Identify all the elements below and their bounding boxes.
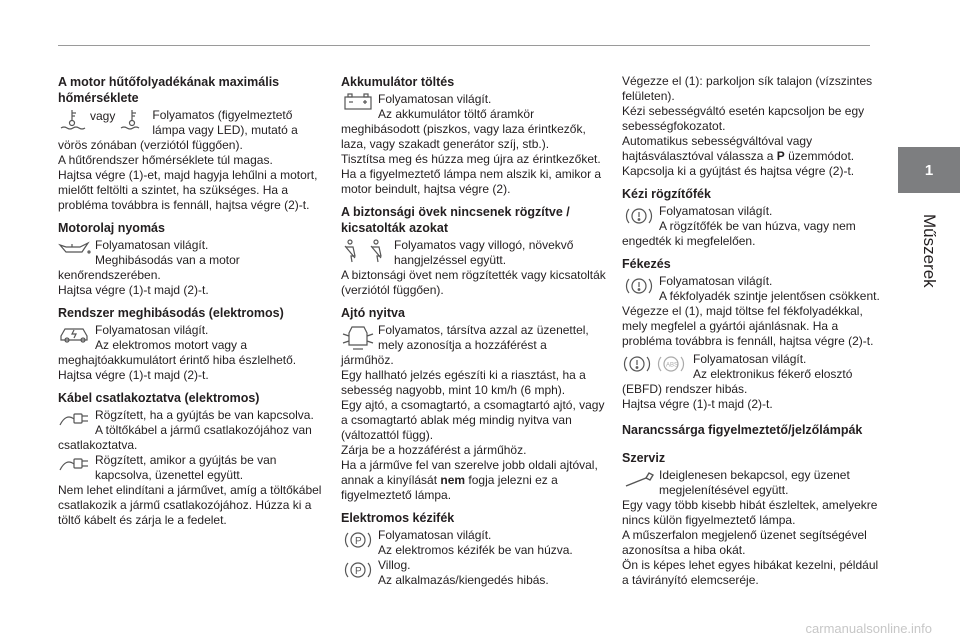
- section-coolant: [58, 74, 326, 213]
- section-door-open: [341, 305, 608, 503]
- body-text: meghibásodott (piszkos, vagy laza érintkezők, laza, vagy szakadt generátor szíj, stb.).: [341, 122, 586, 151]
- section-title: Fékezés: [622, 257, 671, 271]
- body-text: Az elektromos motort vagy a: [95, 338, 248, 352]
- body-text: kapcsolva, üzenettel együtt.: [95, 468, 244, 482]
- column-1: [58, 74, 326, 535]
- section-handbrake: [622, 186, 884, 249]
- svg-text:P: P: [355, 566, 362, 577]
- section-service: [622, 450, 884, 588]
- body-text: A műszerfalon megjelenő üzenet segítségével azonosítsa a hiba okát.: [622, 528, 867, 557]
- section-title: Elektromos kézifék: [341, 511, 455, 525]
- body-text: Az akkumulátor töltő áramkör: [378, 107, 535, 121]
- abs-icon: [656, 353, 686, 375]
- section-cable-connected: [58, 390, 326, 528]
- body-text: Egy hallható jelzés egészíti ki a riasztást, ha a sebesség nagyobb, mint 10 km/h (6 mph).: [341, 368, 586, 397]
- body-text: Kapcsolja ki a gyújtást és hajtsa végre (2)-t.: [622, 164, 855, 178]
- body-text: Az elektronikus fékerő elosztó: [693, 367, 853, 381]
- body-text: Meghibásodás van a motor: [95, 253, 240, 267]
- section-title: Ajtó nyitva: [341, 306, 405, 320]
- charging-plug-icon: [58, 454, 92, 474]
- body-text: vörös zónában (verziótól függően).: [58, 138, 243, 152]
- body-text: Folyamatosan világít.: [693, 352, 807, 366]
- body-text: Folyamatosan világít.: [378, 92, 492, 106]
- section-title: Motorolaj nyomás: [58, 221, 165, 235]
- section-title: Akkumulátor töltés: [341, 75, 455, 89]
- section-electric-parking-brake: [341, 510, 608, 588]
- body-text: Tisztítsa meg és húzza meg újra az érintkezőket. Ha a figyelmeztető lámpa nem alszik ki, amikor a motor beindult, hajtsa végre (2).: [341, 152, 602, 196]
- body-text: Kézi sebességváltó esetén kapcsoljon be egy sebességfokozatot.: [622, 104, 865, 133]
- body-text: Ha a járműve fel van szerelve jobb oldali ajtóval, annak a kinyílását nem fogja jelezni ez a figyelmeztető lámpa.: [341, 458, 598, 502]
- section-orange-lamps: [622, 422, 884, 438]
- body-text: Hajtsa végre (1)-t majd (2)-t.: [622, 397, 773, 411]
- parking-brake-icon: [341, 559, 375, 581]
- body-text: Folyamatosan világít.: [378, 528, 492, 542]
- body-text: Rögzített, amikor a gyújtás be van: [95, 453, 277, 467]
- brake-warning-icon: [622, 275, 656, 297]
- body-text: Hajtsa végre (1)-t majd (2)-t.: [58, 368, 209, 382]
- body-text: csatlakoztatva.: [58, 438, 138, 452]
- svg-text:ABS: ABS: [666, 362, 679, 369]
- seatbelt-icon: [341, 239, 359, 263]
- or-label: vagy: [90, 109, 116, 123]
- body-text: Rögzített, ha a gyújtás be van kapcsolva.: [95, 408, 314, 422]
- body-text: kenőrendszerében.: [58, 268, 161, 282]
- svg-text:P: P: [355, 536, 362, 547]
- body-text: engedték ki megfelelően.: [622, 234, 756, 248]
- brake-warning-icon: [622, 353, 652, 375]
- wrench-icon: [622, 469, 656, 491]
- body-text: A fékfolyadék szintje jelentősen csökkent.: [659, 289, 880, 303]
- door-open-icon: [341, 324, 375, 352]
- body-text: Egy ajtó, a csomagtartó, a csomagtartó ajtó, vagy a csomagtartó ablak még mindig nyitva van (változattól függ).: [341, 398, 605, 442]
- seatbelt-icon-alt: [367, 239, 385, 263]
- body-text: Egy vagy több kisebb hibát észleltek, amelyekre nincs külön figyelmeztető lámpa.: [622, 498, 878, 527]
- body-text: meghajtóakkumulátort érintő hiba észlelhető.: [58, 353, 297, 367]
- body-text: Ideiglenesen bekapcsol, egy üzenet megjelenítésével együtt.: [659, 468, 850, 497]
- column-3: [622, 74, 884, 595]
- body-text: Folyamatos (figyelmeztető lámpa vagy LED), mutató a: [152, 108, 298, 137]
- body-text: Folyamatosan világít.: [659, 204, 773, 218]
- body-text: Villog.: [378, 558, 411, 572]
- body-text: Az alkalmazás/kiengedés hibás.: [378, 573, 549, 587]
- body-text: Hajtsa végre (1)-et, majd hagyja lehűlni a motort, mielőtt feltölti a szintet, ha szükséges. Ha a probléma továbbra is fennáll, hajtsa végre (2)-t.: [58, 168, 318, 212]
- body-text: A töltőkábel a jármű csatlakozójához van: [95, 423, 312, 437]
- body-text: Folyamatosan világít.: [95, 323, 209, 337]
- oil-can-icon: [58, 239, 92, 255]
- section-heading: Narancssárga figyelmeztető/jelzőlámpák: [622, 423, 863, 437]
- section-braking: [622, 256, 884, 412]
- body-text: Végezze el (1): parkoljon sík talajon (vízszintes felületen).: [622, 74, 873, 103]
- body-text: Folyamatos vagy villogó, növekvő hangjelzéssel együtt.: [394, 238, 574, 267]
- body-text: Automatikus sebességváltóval vagy hajtásválasztóval válassza a P üzemmódot.: [622, 134, 855, 163]
- handbrake-icon: [622, 205, 656, 227]
- chapter-tab[interactable]: 1: [898, 147, 960, 193]
- header-divider: [58, 45, 870, 46]
- body-text: (EBFD) rendszer hibás.: [622, 382, 748, 396]
- charging-plug-icon: [58, 409, 92, 429]
- section-oil-pressure: [58, 220, 326, 298]
- battery-icon: [341, 93, 375, 111]
- body-text: A hűtőrendszer hőmérséklete túl magas.: [58, 153, 273, 167]
- body-text: Az elektromos kézifék be van húzva.: [378, 543, 573, 557]
- body-text: A biztonsági övet nem rögzítették vagy kicsatolták (verziótól függően).: [341, 268, 606, 297]
- chapter-title: Műszerek: [920, 214, 939, 288]
- body-text: Folyamatos, társítva azzal az üzenettel, mely azonosítja a hozzáférést a: [378, 323, 589, 352]
- column-2: [341, 74, 608, 595]
- chapter-sidebar: [898, 0, 960, 640]
- body-text: Folyamatosan világít.: [659, 274, 773, 288]
- body-text: Végezze el (1), majd töltse fel fékfolyadékkal, mely megfelel a gyártói ajánlásnak. Ha a probléma továbbra is fennáll, hajtsa végre (2)-t.: [622, 304, 874, 348]
- parking-brake-icon: [341, 529, 375, 551]
- coolant-temp-icon-alt: [119, 109, 145, 131]
- section-title: Kézi rögzítőfék: [622, 187, 711, 201]
- body-text: A rögzítőfék be van húzva, vagy nem: [659, 219, 856, 233]
- section-electric-fault: [58, 305, 326, 383]
- body-text: járműhöz.: [341, 353, 394, 367]
- section-title: Szerviz: [622, 451, 666, 465]
- body-text: Nem lehet elindítani a járművet, amíg a töltőkábel csatlakozik a jármű csatlakozójához. Húzza ki a töltő kábelt és zárja le a fedelet.: [58, 483, 322, 527]
- section-title: A biztonsági övek nincsenek rögzítve / kicsatolták azokat: [341, 205, 570, 235]
- watermark: carmanualsonline.info: [805, 621, 932, 636]
- ev-fault-icon: [58, 324, 92, 344]
- body-text: Folyamatosan világít.: [95, 238, 209, 252]
- section-intro: [622, 74, 884, 179]
- section-battery: [341, 74, 608, 197]
- section-title: A motor hűtőfolyadékának maximális hőmérséklete: [58, 75, 280, 105]
- section-seatbelt: [341, 204, 608, 298]
- section-title: Rendszer meghibásodás (elektromos): [58, 306, 284, 320]
- body-text: Zárja be a hozzáférést a járműhöz.: [341, 443, 527, 457]
- section-title: Kábel csatlakoztatva (elektromos): [58, 391, 260, 405]
- body-text: Hajtsa végre (1)-t majd (2)-t.: [58, 283, 209, 297]
- coolant-temp-icon: [58, 109, 86, 131]
- body-text: Ön is képes lehet egyes hibákat kezelni, például a távirányító elemcseréje.: [622, 558, 879, 587]
